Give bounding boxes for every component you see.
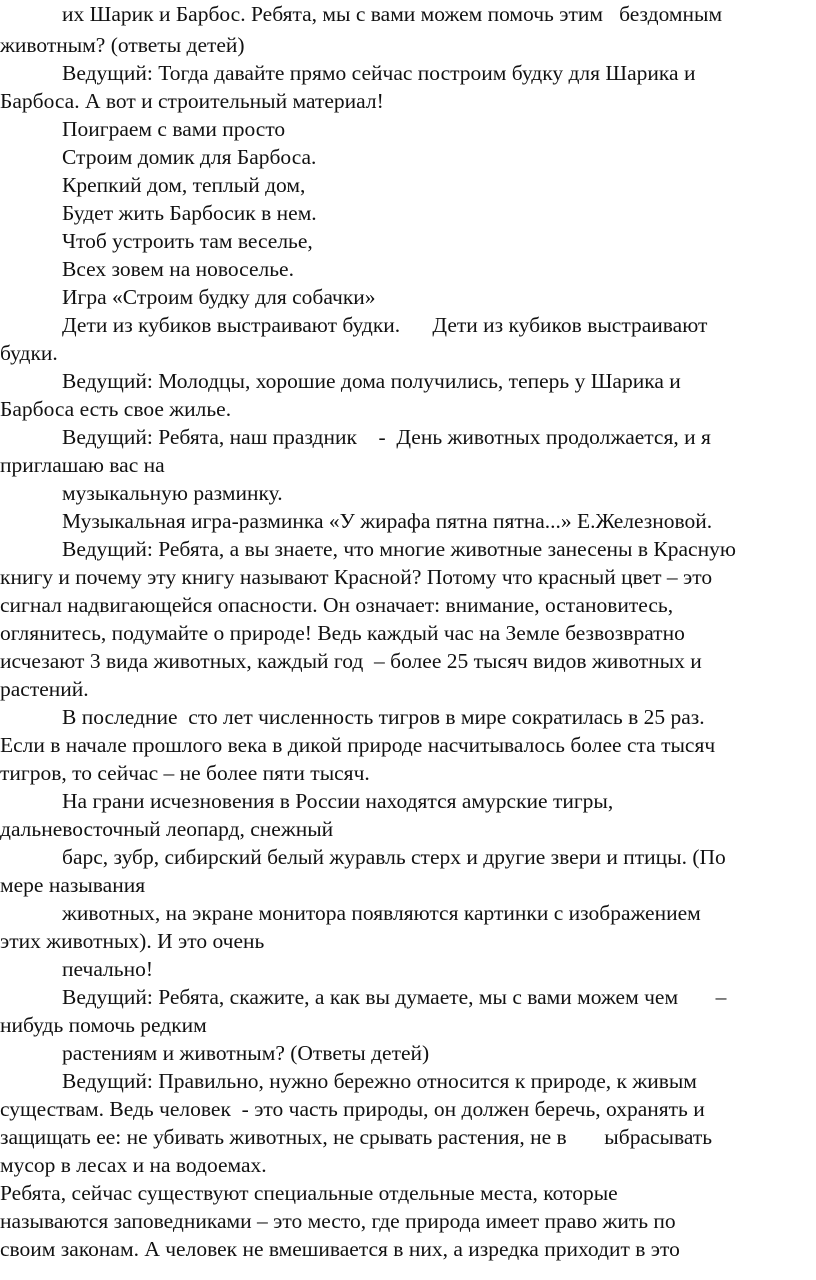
text-line: нибудь помочь редким bbox=[0, 1013, 207, 1037]
text-line: существам. Ведь человек - это часть природы, он должен беречь, охранять и bbox=[0, 1097, 705, 1121]
text-line: Будет жить Барбосик в нем. bbox=[62, 201, 317, 225]
text-line: Если в начале прошлого века в дикой природе насчитывалось более ста тысяч bbox=[0, 733, 716, 757]
text-line: называются заповедниками – это место, где природа имеет право жить по bbox=[0, 1209, 676, 1233]
text-line: печально! bbox=[62, 957, 154, 981]
text-line: оглянитесь, подумайте о природе! Ведь каждый час на Земле безвозвратно bbox=[0, 621, 685, 645]
text-line: дальневосточный леопард, снежный bbox=[0, 817, 334, 841]
text-line: В последние сто лет численность тигров в мире сократилась в 25 раз. bbox=[62, 705, 705, 729]
text-line: Ведущий: Ребята, а вы знаете, что многие животные занесены в Красную bbox=[62, 537, 736, 561]
text-line: Барбоса есть свое жилье. bbox=[0, 397, 232, 421]
text-line: мере называния bbox=[0, 873, 146, 897]
text-line: тигров, то сейчас – не более пяти тысяч. bbox=[0, 761, 370, 785]
text-line: растениям и животным? (Ответы детей) bbox=[62, 1041, 430, 1065]
text-line: Ребята, сейчас существуют специальные отдельные места, которые bbox=[0, 1181, 618, 1205]
text-line: Ведущий: Тогда давайте прямо сейчас построим будку для Шарика и bbox=[62, 61, 696, 85]
text-line: Чтоб устроить там веселье, bbox=[62, 229, 313, 253]
text-line: Всех зовем на новоселье. bbox=[62, 257, 294, 281]
text-line: Строим домик для Барбоса. bbox=[62, 145, 317, 169]
text-line: барс, зубр, сибирский белый журавль стерх и другие звери и птицы. (По bbox=[62, 845, 726, 869]
text-line: Ведущий: Правильно, нужно бережно относится к природе, к живым bbox=[62, 1069, 697, 1093]
text-line: мусор в лесах и на водоемах. bbox=[0, 1153, 267, 1177]
text-line: книгу и почему эту книгу называют Красной? Потому что красный цвет – это bbox=[0, 565, 713, 589]
text-line: Дети из кубиков выстраивают будки. Дети из кубиков выстраивают bbox=[62, 313, 708, 337]
text-line: Ведущий: Молодцы, хорошие дома получились, теперь у Шарика и bbox=[62, 369, 681, 393]
text-line: Поиграем с вами просто bbox=[62, 117, 286, 141]
text-line: сигнал надвигающейся опасности. Он означает: внимание, остановитесь, bbox=[0, 593, 674, 617]
text-line: Игра «Строим будку для собачки» bbox=[62, 285, 376, 309]
text-line: защищать ее: не убивать животных, не срывать растения, не в ыбрасывать bbox=[0, 1125, 713, 1149]
text-line: Барбоса. А вот и строительный материал! bbox=[0, 89, 384, 113]
text-line: животным? (ответы детей) bbox=[0, 33, 245, 57]
text-line: Музыкальная игра-разминка «У жирафа пятна пятна...» Е.Железновой. bbox=[62, 509, 713, 533]
text-line: Крепкий дом, теплый дом, bbox=[62, 173, 306, 197]
text-line: растений. bbox=[0, 677, 89, 701]
text-line: Ведущий: Ребята, скажите, а как вы думаете, мы с вами можем чем – bbox=[62, 985, 727, 1009]
text-line: этих животных). И это очень bbox=[0, 929, 265, 953]
text-line: их Шарик и Барбос. Ребята, мы с вами можем помочь этим бездомным bbox=[62, 2, 723, 26]
text-line: приглашаю вас на bbox=[0, 453, 165, 477]
text-line: музыкальную разминку. bbox=[62, 481, 283, 505]
text-line: своим законам. А человек не вмешивается в них, а изредка приходит в это bbox=[0, 1237, 680, 1261]
text-line: На грани исчезновения в России находятся амурские тигры, bbox=[62, 789, 614, 813]
text-line: животных, на экране монитора появляются картинки с изображением bbox=[62, 901, 701, 925]
text-line: будки. bbox=[0, 341, 58, 365]
text-line: Ведущий: Ребята, наш праздник - День животных продолжается, и я bbox=[62, 425, 711, 449]
text-line: исчезают 3 вида животных, каждый год – более 25 тысяч видов животных и bbox=[0, 649, 702, 673]
